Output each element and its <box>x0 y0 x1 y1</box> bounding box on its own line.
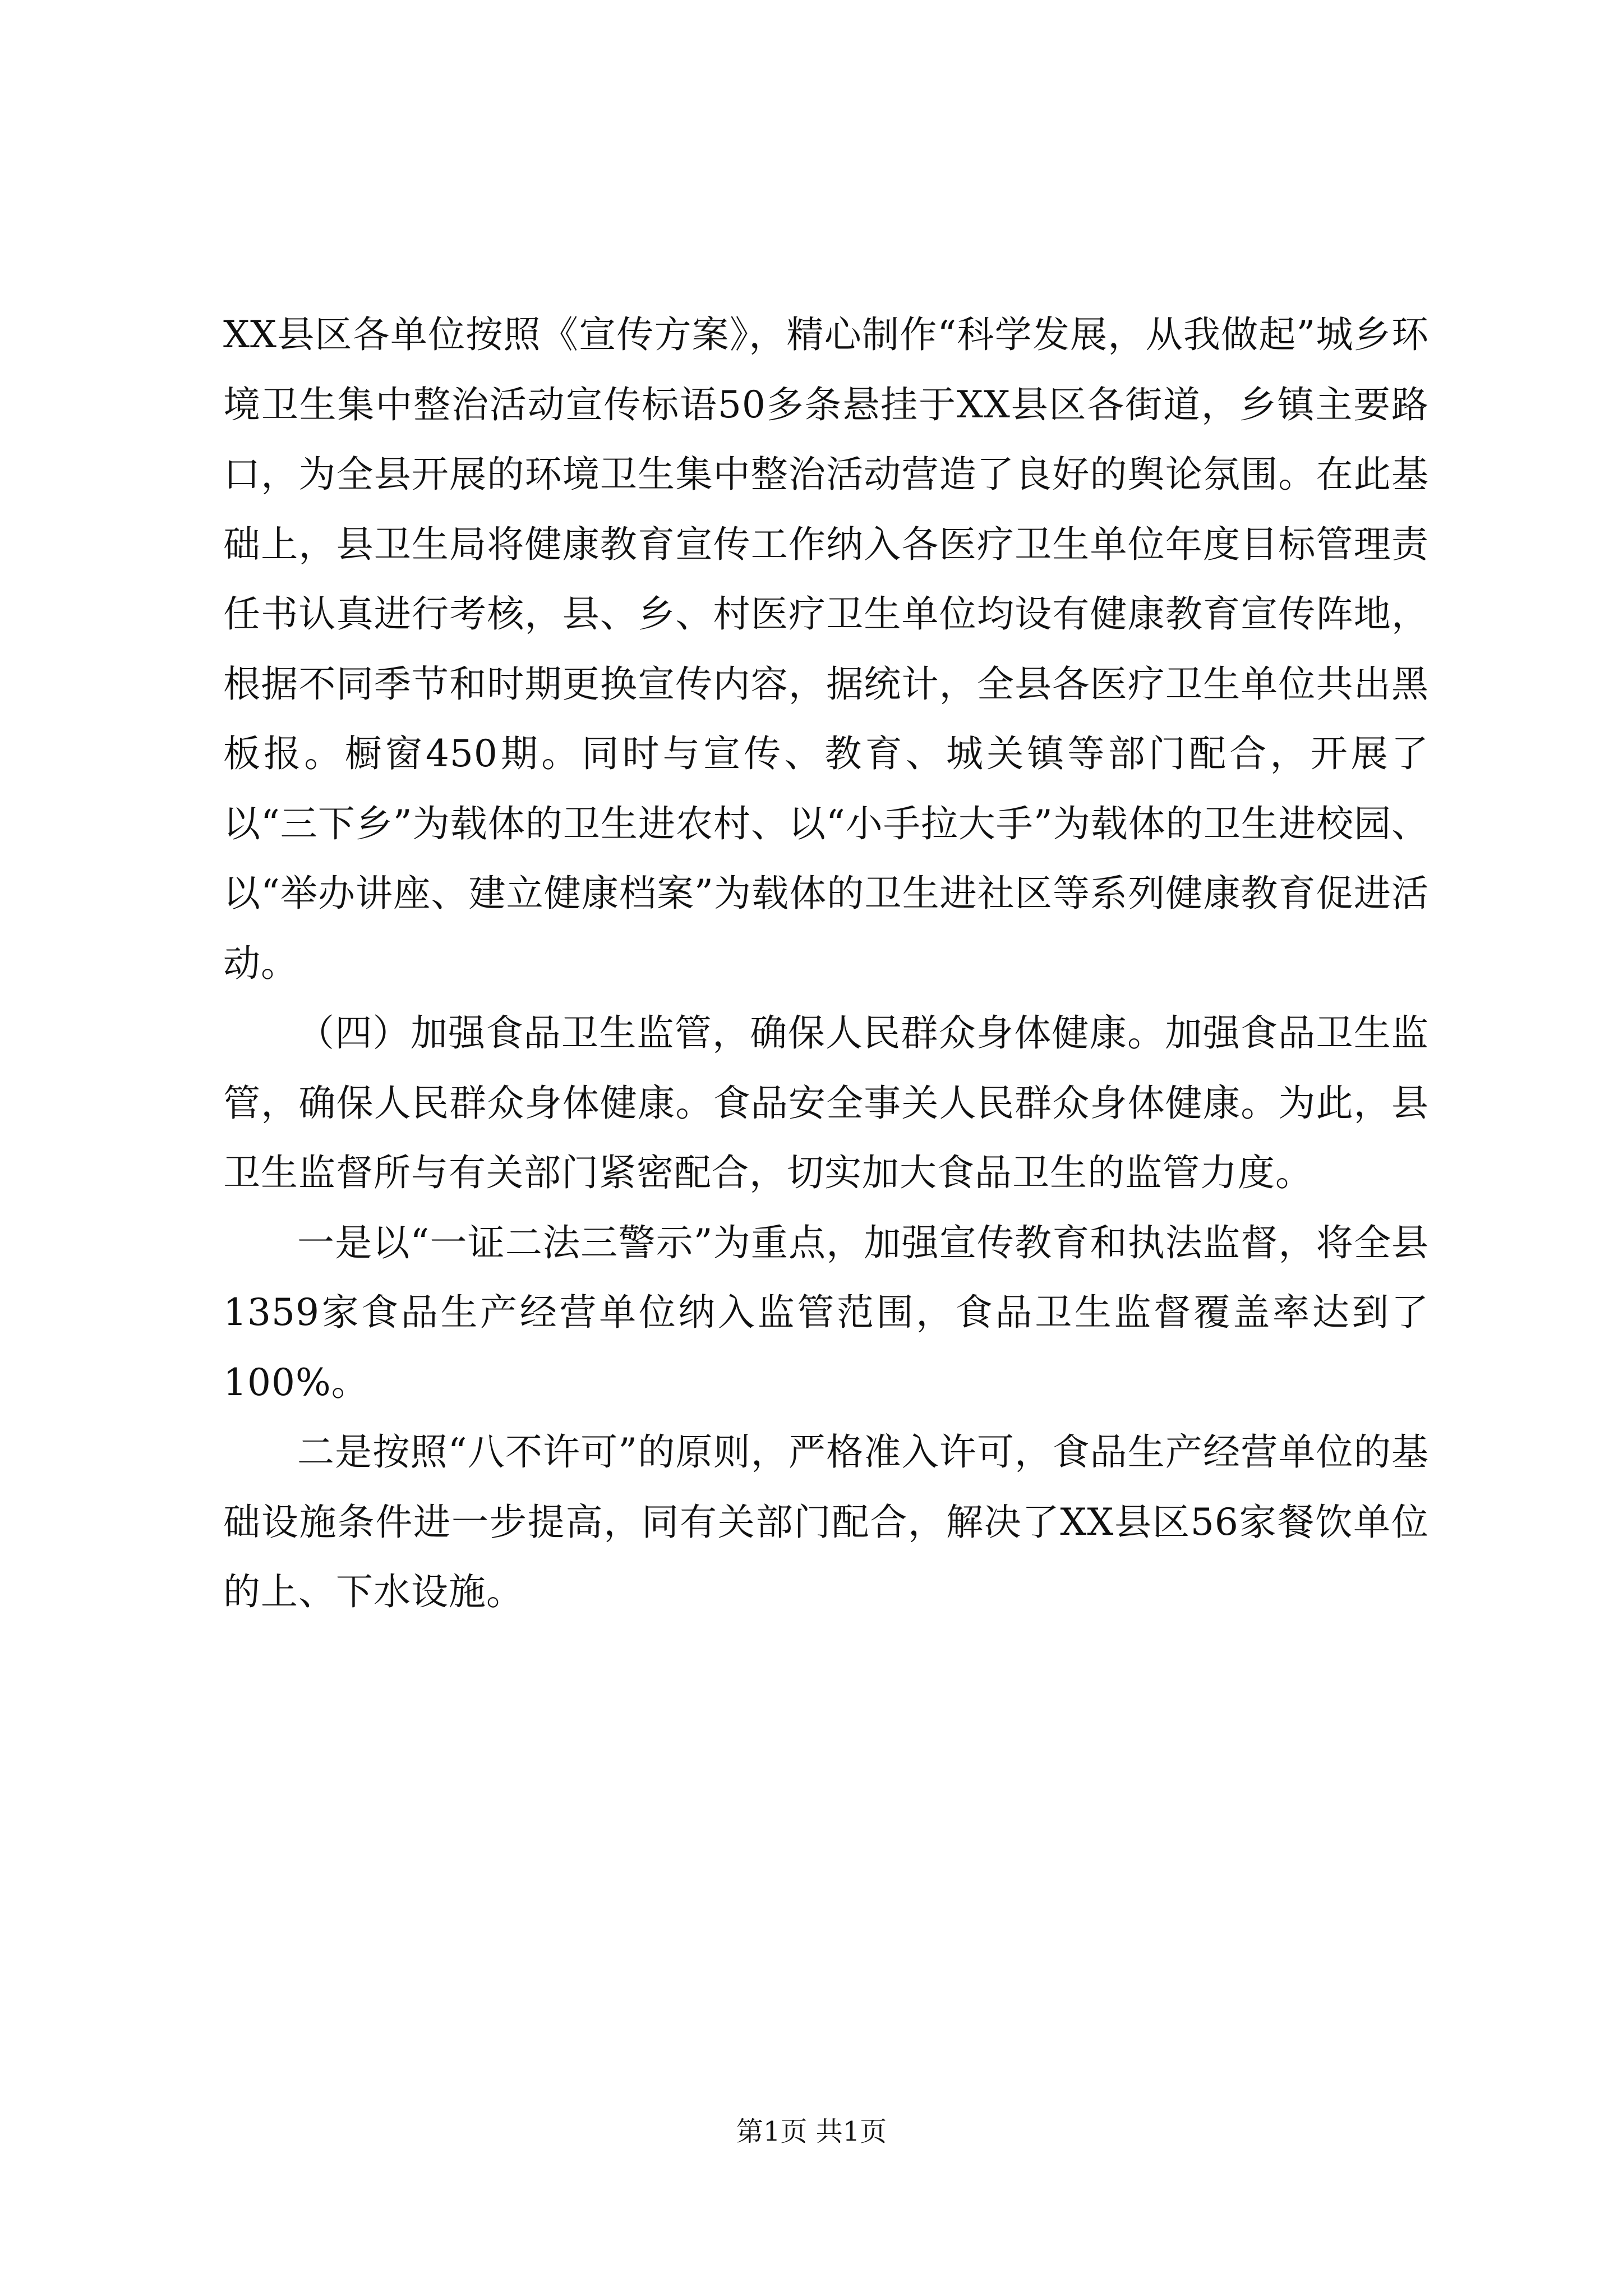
paragraph-food-hygiene-heading: （四）加强食品卫生监管，确保人民群众身体健康。加强食品卫生监管，确保人民群众身体健康。食品安全事关人民群众身体健康。为此，县卫生监督所与有关部门紧密配合，切实加大食品卫生的监管力度。 <box>223 1011 1429 1194</box>
paragraph-point-two: 二是按照“八不许可”的原则，严格准入许可，食品生产经营单位的基础设施条件进一步提高，同有关部门配合，解决了XX县区56家餐饮单位的上、下水设施。 <box>223 1430 1429 1613</box>
paragraph-publicity: XX县区各单位按照《宣传方案》，精心制作“科学发展，从我做起”城乡环境卫生集中整治活动宣传标语50多条悬挂于XX县区各街道，乡镇主要路口，为全县开展的环境卫生集中整治活动营造了良好的舆论氛围。在此基础上，县卫生局将健康教育宣传工作纳入各医疗卫生单位年度目标管理责任书认真进行考核，县、乡、村医疗卫生单位均设有健康教育宣传阵地，根据不同季节和时期更换宣传内容，据统计，全县各医疗卫生单位共出黑板报。橱窗450期。同时与宣传、教育、城关镇等部门配合，开展了以“三下乡”为载体的卫生进农村、以“小手拉大手”为载体的卫生进校园、以“举办讲座、建立健康档案”为载体的卫生进社区等系列健康教育促进活动。 <box>223 313 1429 985</box>
page-number-footer: 第1页 共1页 <box>736 2116 887 2147</box>
paragraph-point-one: 一是以“一证二法三警示”为重点，加强宣传教育和执法监督，将全县1359家食品生产经营单位纳入监管范围，食品卫生监督覆盖率达到了100%。 <box>223 1221 1429 1404</box>
document-body <box>223 300 1429 1627</box>
